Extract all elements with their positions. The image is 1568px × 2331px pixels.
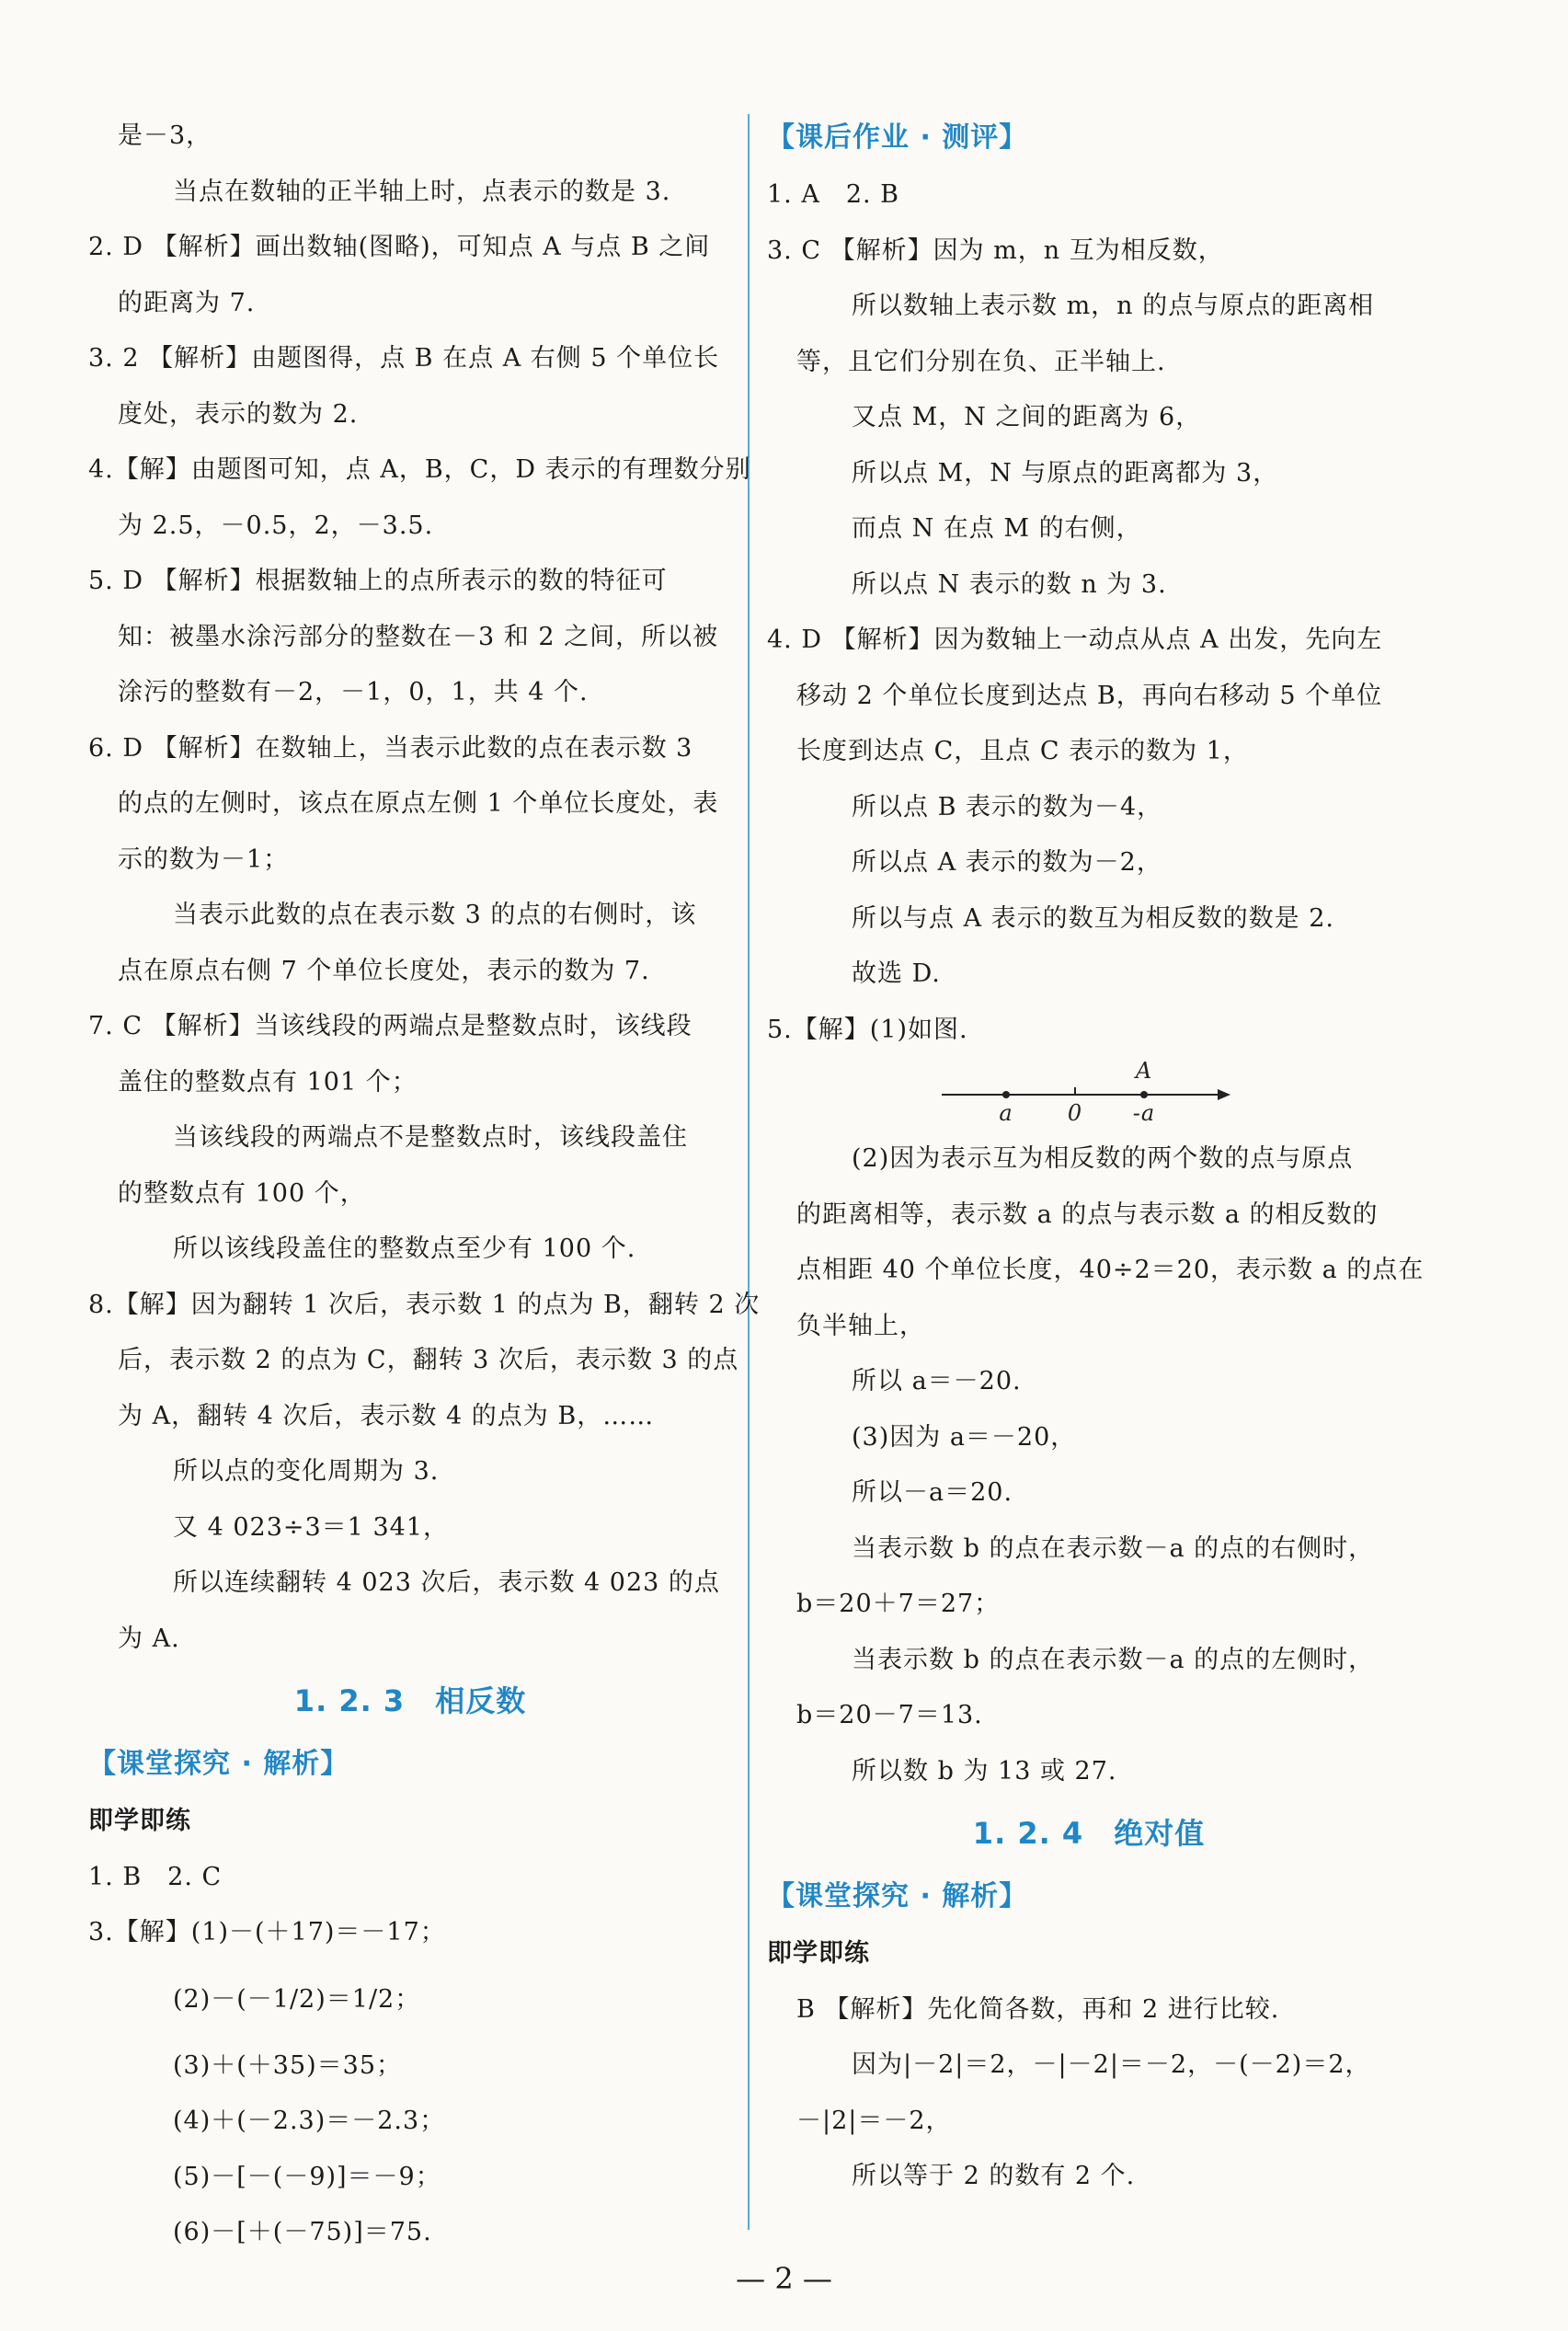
label-neg-a: -a bbox=[1132, 1100, 1156, 1126]
question-line: 1. A 2. B bbox=[767, 180, 900, 209]
answer-line: B 【解析】先化简各数，再和 2 进行比较. bbox=[796, 1994, 1280, 2024]
text-line: b＝20－7＝13. bbox=[796, 1701, 983, 1729]
question-line: 2. D 【解析】画出数轴(图略)，可知点 A 与点 B 之间 bbox=[88, 233, 711, 261]
text-line: 知：被墨水涂污部分的整数在－3 和 2 之间，所以被 bbox=[118, 622, 719, 651]
text-line: 所以点 B 表示的数为－4， bbox=[852, 792, 1163, 821]
text-line: 而点 N 在点 M 的右侧， bbox=[852, 514, 1142, 543]
text-line: 的点的左侧时，该点在原点左侧 1 个单位长度处，表 bbox=[118, 789, 719, 818]
question-line: 6. D 【解析】在数轴上，当表示此数的点在表示数 3 bbox=[88, 733, 693, 763]
axis-arrow bbox=[1218, 1089, 1230, 1100]
question-line: 4.【解】由题图可知，点 A，B，C，D 表示的有理数分别 bbox=[88, 455, 751, 484]
text-line: 的距离为 7. bbox=[118, 288, 256, 317]
text-line: 又点 M，N 之间的距离为 6， bbox=[852, 403, 1202, 431]
text-line: (5)－[－(－9)]＝－9； bbox=[173, 2162, 441, 2191]
text-line: (3)因为 a＝－20， bbox=[852, 1422, 1077, 1452]
text-line: 所以点的变化周期为 3. bbox=[173, 1457, 440, 1486]
text-line: 故选 D. bbox=[852, 959, 941, 988]
section-tag: 【课堂探究 · 解析】 bbox=[88, 1748, 349, 1780]
text-line: －|2|＝－2， bbox=[796, 2106, 952, 2135]
text-line: 因为|－2|＝2，－|－2|＝－2，－(－2)＝2， bbox=[852, 2050, 1371, 2079]
section-tag: 【课堂探究 · 解析】 bbox=[767, 1880, 1028, 1912]
text-line: 所以点 A 表示的数为－2， bbox=[852, 848, 1162, 877]
text-line: b＝20＋7＝27； bbox=[796, 1590, 1001, 1618]
text-line: 涂污的整数有－2，－1，0，1，共 4 个. bbox=[118, 678, 589, 706]
question-line: 8.【解】因为翻转 1 次后，表示数 1 的点为 B，翻转 2 次 bbox=[88, 1290, 761, 1319]
text-line: 所以该线段盖住的整数点至少有 100 个. bbox=[173, 1234, 636, 1263]
section-tag: 【课后作业 · 测评】 bbox=[767, 121, 1028, 154]
question-line: 3. C 【解析】因为 m，n 互为相反数， bbox=[767, 235, 1224, 265]
question-line: 5. D 【解析】根据数轴上的点所表示的数的特征可 bbox=[88, 567, 668, 595]
text-line: 所以－a＝20. bbox=[852, 1478, 1013, 1507]
text-line: 点在原点右侧 7 个单位长度处，表示的数为 7. bbox=[118, 956, 650, 985]
subheading: 即学即练 bbox=[767, 1939, 870, 1968]
text-line: 示的数为－1； bbox=[118, 844, 290, 874]
text-line: 的距离相等，表示数 a 的点与表示数 a 的相反数的 bbox=[796, 1200, 1379, 1229]
text-line: 点相距 40 个单位长度，40÷2＝20，表示数 a 的点在 bbox=[796, 1256, 1425, 1284]
text-line: 负半轴上， bbox=[796, 1311, 925, 1340]
label-A: A bbox=[1135, 1058, 1153, 1084]
question-line: 3.【解】(1)－(＋17)＝－17； bbox=[88, 1918, 446, 1946]
text-line: 为 A，翻转 4 次后，表示数 4 的点为 B，…… bbox=[118, 1401, 655, 1430]
text-line: 所以连续翻转 4 023 次后，表示数 4 023 的点 bbox=[173, 1568, 720, 1597]
text-line: 的整数点有 100 个， bbox=[118, 1178, 366, 1208]
text-line: 所以数轴上表示数 m，n 的点与原点的距离相 bbox=[852, 292, 1375, 320]
question-line: 1. B 2. C bbox=[88, 1862, 223, 1891]
text-line: 所以 a＝－20. bbox=[852, 1367, 1022, 1395]
text-line: 所以与点 A 表示的数互为相反数的数是 2. bbox=[852, 903, 1335, 933]
label-0: 0 bbox=[1067, 1100, 1083, 1126]
text-line: 盖住的整数点有 101 个； bbox=[118, 1067, 418, 1097]
text-line: 后，表示数 2 的点为 C，翻转 3 次后，表示数 3 的点 bbox=[118, 1346, 739, 1374]
text-line: 所以数 b 为 13 或 27. bbox=[852, 1756, 1117, 1786]
text-line: 为 2.5，－0.5，2，－3.5. bbox=[118, 511, 434, 540]
question-line: 3. 2 【解析】由题图得，点 B 在点 A 右侧 5 个单位长 bbox=[88, 344, 720, 373]
question-line: 4. D 【解析】因为数轴上一动点从点 A 出发，先向左 bbox=[767, 626, 1383, 654]
text-line: 当表示此数的点在表示数 3 的点的右侧时，该 bbox=[173, 901, 697, 929]
point-neg-a bbox=[1140, 1091, 1148, 1098]
text-line: 长度到达点 C，且点 C 表示的数为 1， bbox=[796, 737, 1249, 765]
text-line: 又 4 023÷3＝1 341， bbox=[173, 1512, 449, 1542]
question-line: 7. C 【解析】当该线段的两端点是整数点时，该线段 bbox=[88, 1012, 692, 1040]
label-a: a bbox=[999, 1100, 1013, 1126]
text-line: 当表示数 b 的点在表示数－a 的点的右侧时， bbox=[852, 1533, 1375, 1563]
text-line: (6)－[＋(－75)]＝75. bbox=[173, 2218, 432, 2246]
text-line: (3)＋(＋35)＝35； bbox=[173, 2050, 403, 2080]
column-divider bbox=[748, 114, 750, 2230]
text-line: 当表示数 b 的点在表示数－a 的点的左侧时， bbox=[852, 1645, 1375, 1674]
text-line: 当点在数轴的正半轴上时，点表示的数是 3. bbox=[173, 177, 671, 206]
right-column bbox=[767, 109, 1425, 2205]
text-line: 度处，表示的数为 2. bbox=[118, 399, 359, 429]
text-line: 移动 2 个单位长度到达点 B，再向右移动 5 个单位 bbox=[796, 681, 1383, 710]
number-line-svg bbox=[767, 1058, 1411, 1131]
text-line: 为 A. bbox=[118, 1624, 180, 1653]
left-column bbox=[88, 109, 761, 2261]
number-line-figure bbox=[767, 1058, 1411, 1131]
text-line: (4)＋(－2.3)＝－2.3； bbox=[173, 2107, 446, 2135]
text-line: 当该线段的两端点不是整数点时，该线段盖住 bbox=[173, 1123, 688, 1152]
text-line: 所以点 N 表示的数 n 为 3. bbox=[852, 569, 1167, 599]
point-a bbox=[1002, 1091, 1010, 1098]
text-line: (2)－(－1/2)＝1/2； bbox=[173, 1984, 421, 2014]
text-line: 所以等于 2 的数有 2 个. bbox=[852, 2162, 1136, 2190]
subheading: 即学即练 bbox=[88, 1807, 191, 1835]
page-number: — 2 — bbox=[736, 2261, 832, 2296]
section-title: 1. 2. 3 相反数 bbox=[293, 1683, 527, 1718]
text-line: 等，且它们分别在负、正半轴上. bbox=[796, 347, 1166, 376]
text-line: (2)因为表示互为相反数的两个数的点与原点 bbox=[852, 1144, 1354, 1173]
section-title: 1. 2. 4 绝对值 bbox=[972, 1816, 1206, 1851]
text-line: 是－3， bbox=[118, 121, 212, 150]
question-line: 5.【解】(1)如图. bbox=[767, 1015, 968, 1044]
text-line: 所以点 M，N 与原点的距离都为 3， bbox=[852, 458, 1279, 488]
